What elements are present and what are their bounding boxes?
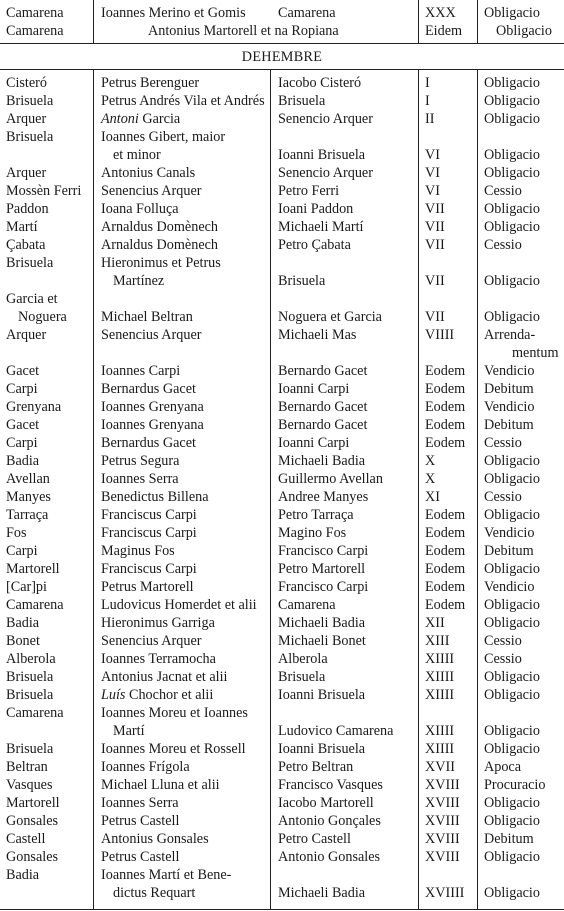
surname-cell: Brisuela (6, 93, 54, 109)
surname-cell: Bonet (6, 633, 40, 649)
surname-cell: Castell (6, 831, 46, 847)
surname-cell: Grenyana (6, 399, 62, 415)
date-cell: XVIII (425, 795, 460, 811)
surname-cell: Carpi (6, 543, 38, 559)
party-cell: Hieronimus Garriga (101, 615, 215, 631)
act-type-cell: Obligacio (484, 561, 540, 577)
date-cell: XIIII (425, 723, 455, 739)
surname-cell: Paddon (6, 201, 49, 217)
party-name-rest: Chochor et alii (125, 687, 214, 703)
surname-cell: Carpi (6, 381, 38, 397)
counterparty-cell: Michaeli Bonet (278, 633, 366, 649)
party-cell: Antonius Gonsales (101, 831, 209, 847)
date-cell: XIIII (425, 741, 455, 757)
month-heading: DEHEMBRE (241, 49, 323, 65)
act-type-cell: Cessio (484, 651, 522, 667)
date-cell: I (425, 93, 430, 109)
surname-cell: Tarraça (6, 507, 49, 523)
date-cell: Eodem (425, 579, 466, 595)
surname-cell: Garcia et (6, 291, 58, 307)
act-type-cell: Obligacio (484, 669, 540, 685)
date-cell: Eodem (425, 561, 466, 577)
act-type-cell: Cessio (484, 633, 522, 649)
surname-cell: Manyes (6, 489, 51, 505)
counterparty-cell: Alberola (278, 651, 328, 667)
counterparty-cell: Iacobo Cisteró (278, 75, 362, 91)
surname-cell: Brisuela (6, 687, 54, 703)
party-cell: Bernardus Gacet (101, 435, 196, 451)
italic-given-name: Luís (101, 687, 126, 703)
act-type-cell: Debitum (484, 543, 534, 559)
counterparty-cell: Ioanni Carpi (278, 435, 350, 451)
party-cell: Petrus Andrés Vila et Andrés (101, 93, 265, 109)
date-cell: X (425, 453, 436, 469)
counterparty-cell: Magino Fos (278, 525, 347, 541)
surname-cell: Brisuela (6, 129, 54, 145)
surname-cell: Camarena (6, 5, 64, 21)
act-type-cell: Obligacio (484, 5, 540, 21)
act-type-cell: Obligacio (484, 273, 540, 289)
column-divider-3 (418, 0, 419, 43)
surname-cell: Gacet (6, 417, 40, 433)
date-cell: Eodem (425, 597, 466, 613)
column-divider-3 (418, 70, 419, 909)
party-cell: Ioannes Frígola (101, 759, 190, 775)
party-cell: Martínez (113, 273, 165, 289)
act-type-cell: Obligacio (484, 201, 540, 217)
party-cell: Franciscus Carpi (101, 507, 197, 523)
counterparty-cell: Petro Beltran (278, 759, 354, 775)
surname-cell: Martorell (6, 795, 60, 811)
party-cell: Arnaldus Domènech (101, 237, 219, 253)
party-cell: Ioannes Terramocha (101, 651, 216, 667)
counterparty-cell: Michaeli Badia (278, 615, 366, 631)
party-cell: Bernardus Gacet (101, 381, 196, 397)
party-cell: Ioannes Merino et Gomis (101, 5, 246, 21)
party-cell: Martí (113, 723, 145, 739)
act-type-cell: Vendicio (484, 399, 535, 415)
column-divider-1 (93, 70, 94, 909)
act-type-cell: Vendicio (484, 363, 535, 379)
party-cell: Petrus Berenguer (101, 75, 200, 91)
act-type-cell: Obligacio (496, 23, 552, 39)
surname-cell: Mossèn Ferri (6, 183, 82, 199)
counterparty-cell: Petro Castell (278, 831, 351, 847)
counterparty-cell: Senencio Arquer (278, 165, 373, 181)
act-type-cell: Debitum (484, 831, 534, 847)
act-type-cell: Apoca (484, 759, 522, 775)
counterparty-cell: Andree Manyes (278, 489, 369, 505)
counterparty-cell: Ioanni Brisuela (278, 687, 366, 703)
act-type-cell: Obligacio (484, 471, 540, 487)
party-cell: Petrus Castell (101, 849, 180, 865)
italic-given-name: Antoni (101, 111, 139, 127)
date-cell: XIIII (425, 651, 455, 667)
party-cell: Ioannes Serra (101, 795, 179, 811)
counterparty-cell: Michaeli Badia (278, 885, 366, 901)
date-cell: VII (425, 201, 445, 217)
act-type-cell: Obligacio (484, 687, 540, 703)
act-type-cell: Debitum (484, 417, 534, 433)
date-cell: Eidem (425, 23, 463, 39)
date-cell: II (425, 111, 435, 127)
date-cell: Eodem (425, 507, 466, 523)
party-cell: dictus Requart (113, 885, 196, 901)
counterparty-cell: Noguera et Garcia (278, 309, 382, 325)
party-cell: Ioannes Gibert, maior (101, 129, 226, 145)
counterparty-cell: Francisco Carpi (278, 543, 369, 559)
counterparty-cell: Bernardo Gacet (278, 417, 368, 433)
rule-bottom (0, 909, 564, 910)
act-type-cell: Cessio (484, 237, 522, 253)
date-cell: Eodem (425, 525, 466, 541)
act-type-cell: Obligacio (484, 111, 540, 127)
party-cell: et minor (113, 147, 161, 163)
date-cell: VII (425, 237, 445, 253)
act-type-cell: Cessio (484, 489, 522, 505)
counterparty-cell: Ioanni Brisuela (278, 147, 366, 163)
date-cell: Eodem (425, 543, 466, 559)
counterparty-cell: Francisco Carpi (278, 579, 369, 595)
act-type-cell: Obligacio (484, 75, 540, 91)
counterparty-cell: Antonio Gonçales (278, 813, 381, 829)
party-cell: Ioannes Moreu et Rossell (101, 741, 246, 757)
act-type-cell: Obligacio (484, 147, 540, 163)
act-type-cell: Obligacio (484, 885, 540, 901)
date-cell: XVIII (425, 777, 460, 793)
date-cell: Eodem (425, 399, 466, 415)
surname-cell: Noguera (18, 309, 67, 325)
party-cell: Michael Beltran (101, 309, 193, 325)
surname-cell: Badia (6, 867, 40, 883)
act-type-cell: Obligacio (484, 849, 540, 865)
date-cell: XVIIII (425, 885, 465, 901)
date-cell: I (425, 75, 430, 91)
date-cell: VII (425, 309, 445, 325)
party-cell: Senencius Arquer (101, 327, 202, 343)
act-type-cell: Vendicio (484, 579, 535, 595)
date-cell: XXX (425, 5, 456, 21)
party-cell: Benedictus Billena (101, 489, 209, 505)
party-cell: Senencius Arquer (101, 633, 202, 649)
counterparty-cell: Petro Çabata (278, 237, 351, 253)
date-cell: VI (425, 183, 440, 199)
counterparty-cell: Senencio Arquer (278, 111, 373, 127)
surname-cell: Arquer (6, 327, 47, 343)
column-divider-4 (477, 0, 478, 43)
party-cell: Ioannes Moreu et Ioannes (101, 705, 248, 721)
party-cell: Ioannes Martí et Bene- (101, 867, 232, 883)
counterparty-cell: Brisuela (278, 93, 326, 109)
date-cell: Eodem (425, 363, 466, 379)
surname-cell: Camarena (6, 597, 64, 613)
surname-cell: Çabata (6, 237, 46, 253)
party-cell: Ioana Folluça (101, 201, 179, 217)
surname-cell: Gonsales (6, 849, 59, 865)
party-cell: Petrus Segura (101, 453, 180, 469)
act-type-cell: Debitum (484, 381, 534, 397)
date-cell: XIIII (425, 669, 455, 685)
party-cell: Michael Lluna et alii (101, 777, 220, 793)
counterparty-cell: Michaeli Martí (278, 219, 364, 235)
party-cell: Ioannes Grenyana (101, 417, 204, 433)
act-type-cell: Obligacio (484, 453, 540, 469)
date-cell: XVIII (425, 813, 460, 829)
counterparty-cell: Antonio Gonsales (278, 849, 381, 865)
counterparty-cell: Brisuela (278, 669, 326, 685)
counterparty-cell: Camarena (278, 597, 336, 613)
party-cell: Ioannes Serra (101, 471, 179, 487)
party-cell: Franciscus Carpi (101, 561, 197, 577)
surname-cell: Badia (6, 615, 40, 631)
surname-cell: Brisuela (6, 255, 54, 271)
date-cell: VI (425, 147, 440, 163)
counterparty-cell: Ludovico Camarena (278, 723, 394, 739)
act-type-cell: Obligacio (484, 597, 540, 613)
party-cell: Petrus Martorell (101, 579, 194, 595)
date-cell: XVIII (425, 849, 460, 865)
column-divider-2 (270, 70, 271, 909)
surname-cell: Martorell (6, 561, 60, 577)
date-cell: Eodem (425, 435, 466, 451)
act-type-cell: Arrenda- (484, 327, 536, 343)
counterparty-cell: Brisuela (278, 273, 326, 289)
party-cell: Ludovicus Homerdet et alii (101, 597, 257, 613)
counterparty-cell: Ioani Paddon (278, 201, 354, 217)
counterparty-cell: Bernardo Gacet (278, 363, 368, 379)
column-divider-1 (93, 0, 94, 43)
date-cell: XI (425, 489, 440, 505)
date-cell: VII (425, 273, 445, 289)
party-cell: Senencius Arquer (101, 183, 202, 199)
counterparty-cell: Francisco Vasques (278, 777, 383, 793)
surname-cell: [Car]pi (6, 579, 47, 595)
party-cell: Maginus Fos (101, 543, 175, 559)
party-cell (101, 686, 213, 704)
party-cell: Antonius Canals (101, 165, 196, 181)
act-type-cell: Obligacio (484, 165, 540, 181)
counterparty-cell: Michaeli Badia (278, 453, 366, 469)
surname-cell: Alberola (6, 651, 56, 667)
date-cell: XII (425, 615, 445, 631)
date-cell: XIII (425, 633, 450, 649)
party-cell: Antonius Martorell et na Ropiana (148, 23, 339, 39)
party-name-rest: Garcia (138, 111, 181, 127)
date-cell: VII (425, 219, 445, 235)
party-cell: Petrus Castell (101, 813, 180, 829)
act-type-cell: Obligacio (484, 813, 540, 829)
surname-cell: Camarena (6, 23, 64, 39)
surname-cell: Martí (6, 219, 38, 235)
rule-month-bottom (0, 69, 564, 70)
surname-cell: Badia (6, 453, 40, 469)
surname-cell: Vasques (6, 777, 53, 793)
party-cell: Antonius Jacnat et alii (101, 669, 228, 685)
counterparty-cell: Petro Tarraça (278, 507, 354, 523)
act-type-cell: Obligacio (484, 93, 540, 109)
act-type-cell: Obligacio (484, 723, 540, 739)
act-type-cell: Obligacio (484, 615, 540, 631)
surname-cell: Avellan (6, 471, 50, 487)
party-cell: Franciscus Carpi (101, 525, 197, 541)
act-type-cell: mentum (512, 345, 559, 361)
column-divider-4 (477, 70, 478, 909)
surname-cell: Brisuela (6, 669, 54, 685)
act-type-cell: Obligacio (484, 795, 540, 811)
act-type-cell: Vendicio (484, 525, 535, 541)
date-cell: Eodem (425, 381, 466, 397)
party-cell (101, 110, 180, 128)
surname-cell: Carpi (6, 435, 38, 451)
counterparty-cell: Petro Ferri (278, 183, 340, 199)
date-cell: VIIII (425, 327, 455, 343)
date-cell: X (425, 471, 436, 487)
counterparty-cell: Bernardo Gacet (278, 399, 368, 415)
act-type-cell: Cessio (484, 435, 522, 451)
act-type-cell: Cessio (484, 183, 522, 199)
date-cell: VI (425, 165, 440, 181)
date-cell: XVII (425, 759, 455, 775)
counterparty-cell: Guillermo Avellan (278, 471, 383, 487)
surname-cell: Arquer (6, 111, 47, 127)
date-cell: XVIII (425, 831, 460, 847)
act-type-cell: Obligacio (484, 309, 540, 325)
act-type-cell: Obligacio (484, 741, 540, 757)
counterparty-cell: Ioanni Carpi (278, 381, 350, 397)
party-cell: Ioannes Grenyana (101, 399, 204, 415)
date-cell: XIIII (425, 687, 455, 703)
party-cell: Arnaldus Domènech (101, 219, 219, 235)
party-cell: Hieronimus et Petrus (101, 255, 221, 271)
date-cell: Eodem (425, 417, 466, 433)
act-type-cell: Obligacio (484, 507, 540, 523)
act-type-cell: Procuracio (484, 777, 546, 793)
surname-cell: Brisuela (6, 741, 54, 757)
rule-top (0, 43, 564, 44)
act-type-cell: Obligacio (484, 219, 540, 235)
counterparty-cell: Ioanni Brisuela (278, 741, 366, 757)
surname-cell: Beltran (6, 759, 48, 775)
surname-cell: Fos (6, 525, 27, 541)
counterparty-cell: Iacobo Martorell (278, 795, 374, 811)
surname-cell: Cisteró (6, 75, 47, 91)
surname-cell: Arquer (6, 165, 47, 181)
counterparty-cell: Michaeli Mas (278, 327, 357, 343)
surname-cell: Gonsales (6, 813, 59, 829)
counterparty-cell: Camarena (278, 5, 336, 21)
party-cell: Ioannes Carpi (101, 363, 181, 379)
counterparty-cell: Petro Martorell (278, 561, 366, 577)
surname-cell: Gacet (6, 363, 40, 379)
surname-cell: Camarena (6, 705, 64, 721)
